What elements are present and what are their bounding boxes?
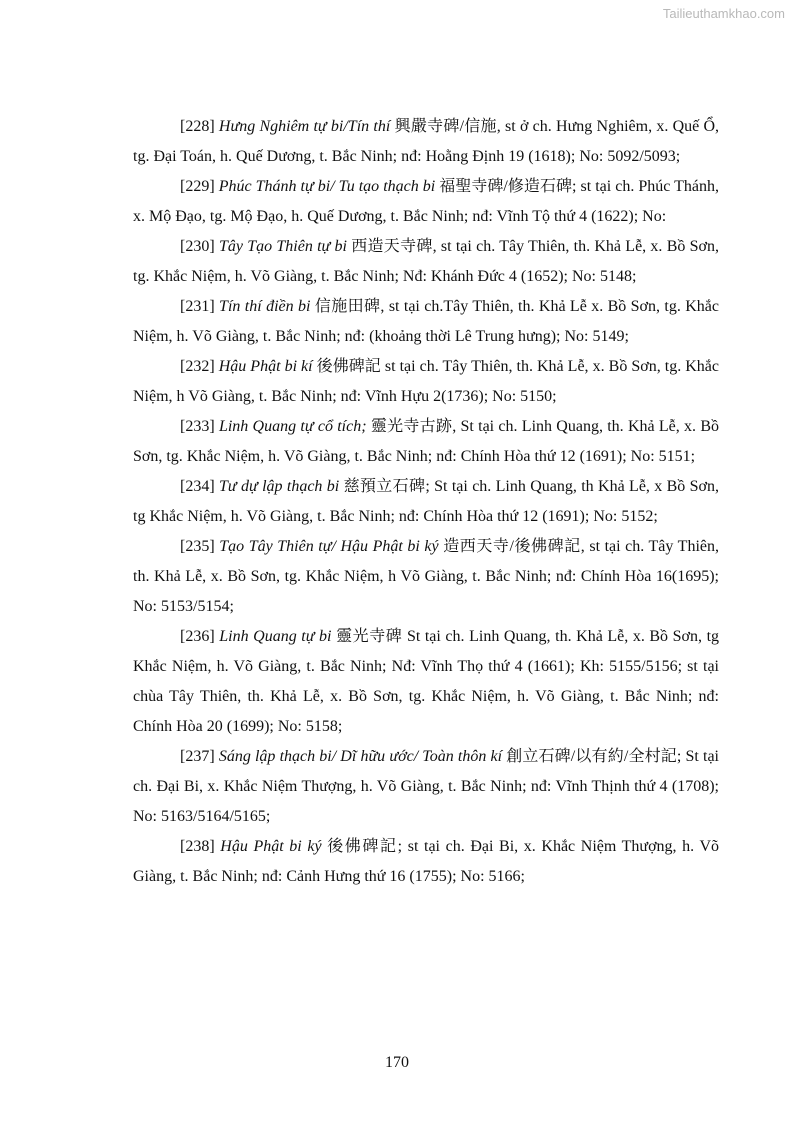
entry-title: Hậu Phật bi ký (220, 838, 322, 855)
document-body (133, 112, 719, 892)
catalog-entry (133, 472, 719, 532)
entry-details: st tại ch. Tây Thiên, th. Khả Lễ, x. Bồ Sơn, tg. Khắc Niệm, h Võ Giàng, t. Bắc Ninh; nđ: Vĩnh Hựu 2(1736); No: 5150; (133, 358, 720, 405)
entry-title: Tín thí điền bi (219, 298, 311, 315)
entry-number: [232] (180, 358, 215, 375)
entry-hanzi: 靈光寺碑 (336, 628, 403, 645)
entry-details: st tại ch. Phúc Thánh, x. Mộ Đạo, tg. Mộ Đạo, h. Quế Dương, t. Bắc Ninh; nđ: Vĩnh Tộ thứ 4 (1622); No: (133, 178, 720, 225)
catalog-entry (133, 172, 719, 232)
entry-details: st tại ch. Đại Bi, x. Khắc Niệm Thượng, h. Võ Giàng, t. Bắc Ninh; nđ: Cảnh Hưng thứ 16 (1755); No: 5166; (133, 838, 720, 885)
entry-details: st tại ch. Tây Thiên, th. Khả Lễ, x. Bồ Sơn, tg. Khắc Niệm, h Võ Giàng, t. Bắc Ninh; nđ: Chính Hòa 16(1695); No: 5153/5154; (133, 538, 720, 615)
entry-title: Tạo Tây Thiên tự/ Hậu Phật bi ký (219, 538, 439, 555)
entry-number: [228] (180, 118, 215, 135)
entry-title: Linh Quang tự cổ tích; (218, 418, 367, 435)
entry-details: st tại ch. Tây Thiên, th. Khả Lễ, x. Bồ Sơn, tg. Khắc Niệm, h. Võ Giàng, t. Bắc Ninh; Nđ: Khánh Đức 4 (1652); No: 5148; (133, 238, 720, 285)
entry-hanzi: 信施田碑, (314, 298, 385, 315)
entry-title: Tây Tạo Thiên tự bi (218, 238, 347, 255)
entry-title: Hưng Nghiêm tự bi/Tín thí (218, 118, 391, 135)
catalog-entry (133, 832, 719, 892)
entry-title: Hậu Phật bi kí (218, 358, 313, 375)
entry-number: [231] (180, 298, 215, 315)
page-number: 170 (385, 1054, 409, 1071)
catalog-entry (133, 112, 719, 172)
entry-details: St tại ch. Linh Quang, th Khả Lễ, x Bồ Sơn, tg Khắc Niệm, h. Võ Giàng, t. Bắc Ninh; nđ: Chính Hòa thứ 12 (1691); No: 5152; (133, 478, 720, 525)
entry-title: Sáng lập thạch bi/ Dĩ hữu ước/ Toàn thôn kí (218, 748, 503, 765)
watermark: Tailieuthamkhao.com (662, 6, 785, 21)
entry-hanzi: 福聖寺碑/修造石碑; (439, 178, 577, 195)
entry-number: [238] (180, 838, 215, 855)
entry-title: Phúc Thánh tự bi/ Tu tạo thạch bi (218, 178, 436, 195)
entry-hanzi: 慈預立石碑; (343, 478, 430, 495)
entry-hanzi: 後佛碑記; (327, 838, 403, 855)
catalog-entry (133, 292, 719, 352)
entry-details: St tại ch. Linh Quang, th. Khả Lễ, x. Bồ Sơn, tg Khắc Niệm, h. Võ Giàng, t. Bắc Ninh; Nđ: Vĩnh Thọ thứ 4 (1661); Kh: 5155/5156; st tại chùa Tây Thiên, th. Khả Lễ, x. Bồ Sơn, tg. Khắc Niệm, h. Võ Giàng, t. Bắc Ninh; nđ: Chính Hòa 20 (1699); No: 5158; (133, 628, 720, 735)
entry-details: St tại ch. Linh Quang, th. Khả Lễ, x. Bồ Sơn, tg. Khắc Niệm, h. Võ Giàng, t. Bắc Ninh; nđ: Chính Hòa thứ 12 (1691); No: 5151; (133, 418, 719, 465)
entry-hanzi: 興嚴寺碑/信施, (394, 118, 501, 135)
entry-title: Linh Quang tự bi (219, 628, 332, 645)
catalog-entry (133, 622, 719, 742)
entry-number: [233] (180, 418, 215, 435)
entry-number: [235] (180, 538, 215, 555)
entry-hanzi: 造西天寺/後佛碑記, (443, 538, 585, 555)
entry-number: [234] (180, 478, 215, 495)
catalog-entry (133, 532, 719, 622)
entry-title: Tư dự lập thạch bi (219, 478, 340, 495)
entry-hanzi: 創立石碑/以有約/全村記; (506, 748, 682, 765)
entry-number: [237] (180, 748, 215, 765)
entry-number: [230] (180, 238, 215, 255)
entry-hanzi: 靈光寺古跡, (370, 418, 457, 435)
catalog-entry (133, 742, 719, 832)
catalog-entry (133, 412, 719, 472)
entry-details: st tại ch.Tây Thiên, th. Khả Lễ x. Bồ Sơn, tg. Khắc Niệm, h. Võ Giàng, t. Bắc Ninh; nđ: (khoảng thời Lê Trung hưng); No: 5149; (133, 298, 719, 345)
entry-details: St tại ch. Đại Bi, x. Khắc Niệm Thượng, h. Võ Giàng, t. Bắc Ninh; nđ: Vĩnh Thịnh thứ 4 (1708); No: 5163/5164/5165; (133, 748, 720, 825)
catalog-entry (133, 232, 719, 292)
catalog-entry (133, 352, 719, 412)
entry-number: [229] (180, 178, 215, 195)
entry-details: st ở ch. Hưng Nghiêm, x. Quế Ổ, tg. Đại Toán, h. Quế Dương, t. Bắc Ninh; nđ: Hoằng Định 19 (1618); No: 5092/5093; (133, 118, 720, 165)
entry-hanzi: 西造天寺碑, (351, 238, 437, 255)
entry-hanzi: 後佛碑記 (316, 358, 381, 375)
entry-number: [236] (180, 628, 215, 645)
